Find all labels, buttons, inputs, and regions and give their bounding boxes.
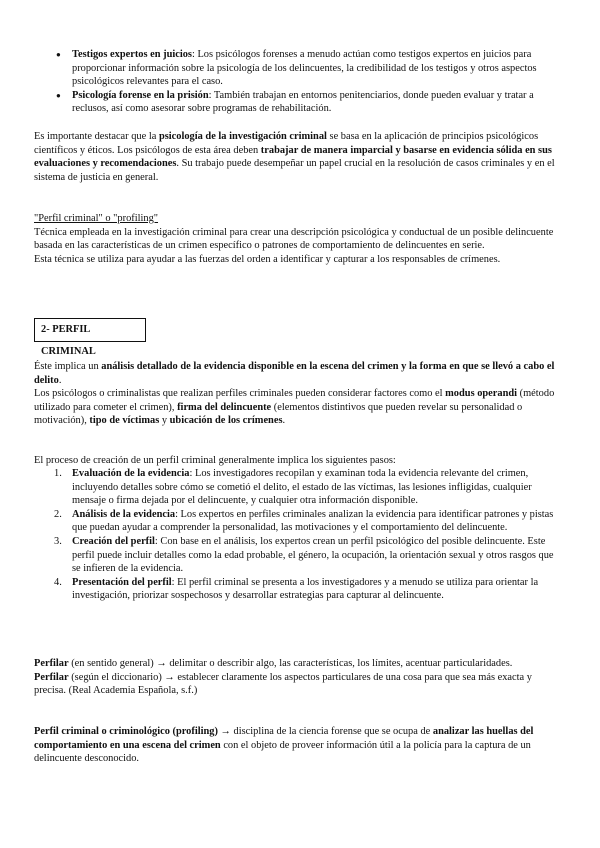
step-number: 2. — [54, 508, 62, 520]
definition-dictionary: Perfilar (según el diccionario) → establecer claramente los aspectos particulares de una cosa para que sea más exacta y precisa. (Real Academia Española, s.f.) — [34, 671, 532, 697]
section-title: 2- PERFIL CRIMINAL — [34, 318, 146, 342]
definition-term: Perfil criminal o criminológico (profiling) — [34, 726, 218, 737]
step-title: Análisis de la evidencia — [72, 508, 176, 520]
definition-term: Perfilar — [34, 658, 69, 669]
definition-term: Perfilar — [34, 671, 69, 683]
bullet-list-block — [34, 48, 564, 116]
bullet-text: : Los psicólogos forenses a menudo actúan como testigos expertos en juicios para proporcionar información sobre la psicología de los delincuentes, la credibilidad de los testigos y otros aspectos psicológicos relevantes para el caso. — [72, 49, 537, 88]
step-number: 4. — [54, 576, 62, 588]
step-title: Evaluación de la evidencia — [72, 468, 190, 479]
step-number: 1. — [54, 468, 62, 479]
highlight-term: psicología de la investigación criminal — [158, 131, 327, 142]
list-item — [34, 508, 564, 535]
highlight-term: analizar las huellas del comportamiento en una escena del crimen — [34, 726, 534, 751]
factors-paragraph: Los psicólogos o criminalistas que realizan perfiles criminales pueden considerar factores como el modus operandi (método utilizado para cometer el crimen), firma del delincuente (elementos distintivos que pueden revelar su personalidad o motivación), tipo de víctimas y ubicación de los crímenes. — [34, 388, 555, 427]
step-text: : Con base en el análisis, los expertos crean un perfil psicológico del posible delincuente. Este perfil puede incluir detalles como la edad probable, el género, la ocupación, la orientación sexual y otros rasgos que se infieren de la evidencia. — [72, 535, 554, 575]
profiling-heading: "Perfil criminal" o "profiling" — [34, 213, 159, 224]
steps-list — [34, 467, 564, 603]
highlight-term: análisis detallado de la evidencia disponible en la escena del crimen y la forma en que se llevó a cabo el delito — [34, 361, 555, 386]
profiling-definition: Técnica empleada en la investigación criminal para crear una descripción psicológica y conductual de un posible delincuente basada en las características de un crimen específico o patrones de comportamiento de delincuentes en serie. — [34, 226, 554, 252]
definition-general: Perfilar (en sentido general) → delimitar o describir algo, las características, los límites, acentuar particularidades. — [34, 658, 513, 669]
definitions-block — [34, 657, 564, 698]
list-item — [34, 48, 564, 89]
steps-block — [34, 467, 564, 603]
step-title: Presentación del perfil — [72, 576, 172, 588]
profiling-purpose: Esta técnica se utiliza para ayudar a las fuerzas del orden a identificar y capturar a los responsables de crímenes. — [34, 253, 501, 265]
intro-paragraph: Éste implica un análisis detallado de la evidencia disponible en la escena del crimen y la forma en que se llevó a cabo el delito. — [34, 361, 555, 386]
highlight-term: modus operandi — [445, 388, 518, 399]
highlight-term: trabajar de manera imparcial y basarse en evidencia sólida en sus evaluaciones y recomendaciones — [34, 144, 552, 170]
definition-profiling: Perfil criminal o criminológico (profiling) → disciplina de la ciencia forense que se ocupa de analizar las huellas del comportamiento en una escena del crimen con el objeto de proveer información útil a la policía para la captura de un delincuente desconocido. — [34, 726, 534, 765]
step-text: : Los investigadores recopilan y examinan toda la evidencia relevante del crimen, incluyendo detalles sobre cómo se cometió el delito, el estado de las víctimas, las lesiones infligidas, cualquier mensaje o firma dejada por el delincuente, y cualquier otra información disponible. — [72, 468, 532, 507]
process-intro: El proceso de creación de un perfil criminal generalmente implica los siguientes pasos: — [34, 455, 396, 466]
bullet-term: Psicología forense en la prisión — [72, 89, 209, 101]
profiling-section — [34, 212, 564, 266]
bullet-text: : También trabajan en entornos penitenciarios, donde pueden evaluar y tratar a reclusos, así como asesorar sobre programas de rehabilitación. — [72, 89, 534, 115]
highlight-term: firma del delincuente — [177, 401, 272, 413]
step-number: 3. — [54, 535, 62, 547]
list-item — [34, 467, 564, 508]
importance-paragraph: Es importante destacar que la psicología de la investigación criminal se basa en la aplicación de principios psicológicos científicos y éticos. Los psicólogos de esta área deben trabajar de manera imparcial y basarse en evidencia sólida en sus evaluaciones y recomendaciones. Su trabajo puede desempeñar un papel crucial en la resolución de casos criminales y en el sistema de justicia en general. — [34, 131, 555, 183]
list-item — [34, 576, 564, 603]
highlight-term: tipo de víctimas — [89, 415, 160, 427]
list-item — [34, 89, 564, 116]
bullet-list — [34, 48, 564, 116]
list-item — [34, 535, 564, 576]
step-text: : El perfil criminal se presenta a los investigadores y a menudo se utiliza para orientar la investigación, priorizar sospechosos y desarrollar estrategias para capturar al delincuente. — [72, 576, 539, 602]
bullet-term: Testigos expertos en juicios — [72, 49, 192, 60]
highlight-term: ubicación de los crímenes — [169, 415, 283, 427]
step-title: Creación del perfil — [72, 535, 155, 547]
step-text: : Los expertos en perfiles criminales analizan la evidencia para identificar patrones y pistas que puedan ayudar a comprender la personalidad, las motivaciones y el comportamiento del delincuente. — [72, 508, 554, 534]
